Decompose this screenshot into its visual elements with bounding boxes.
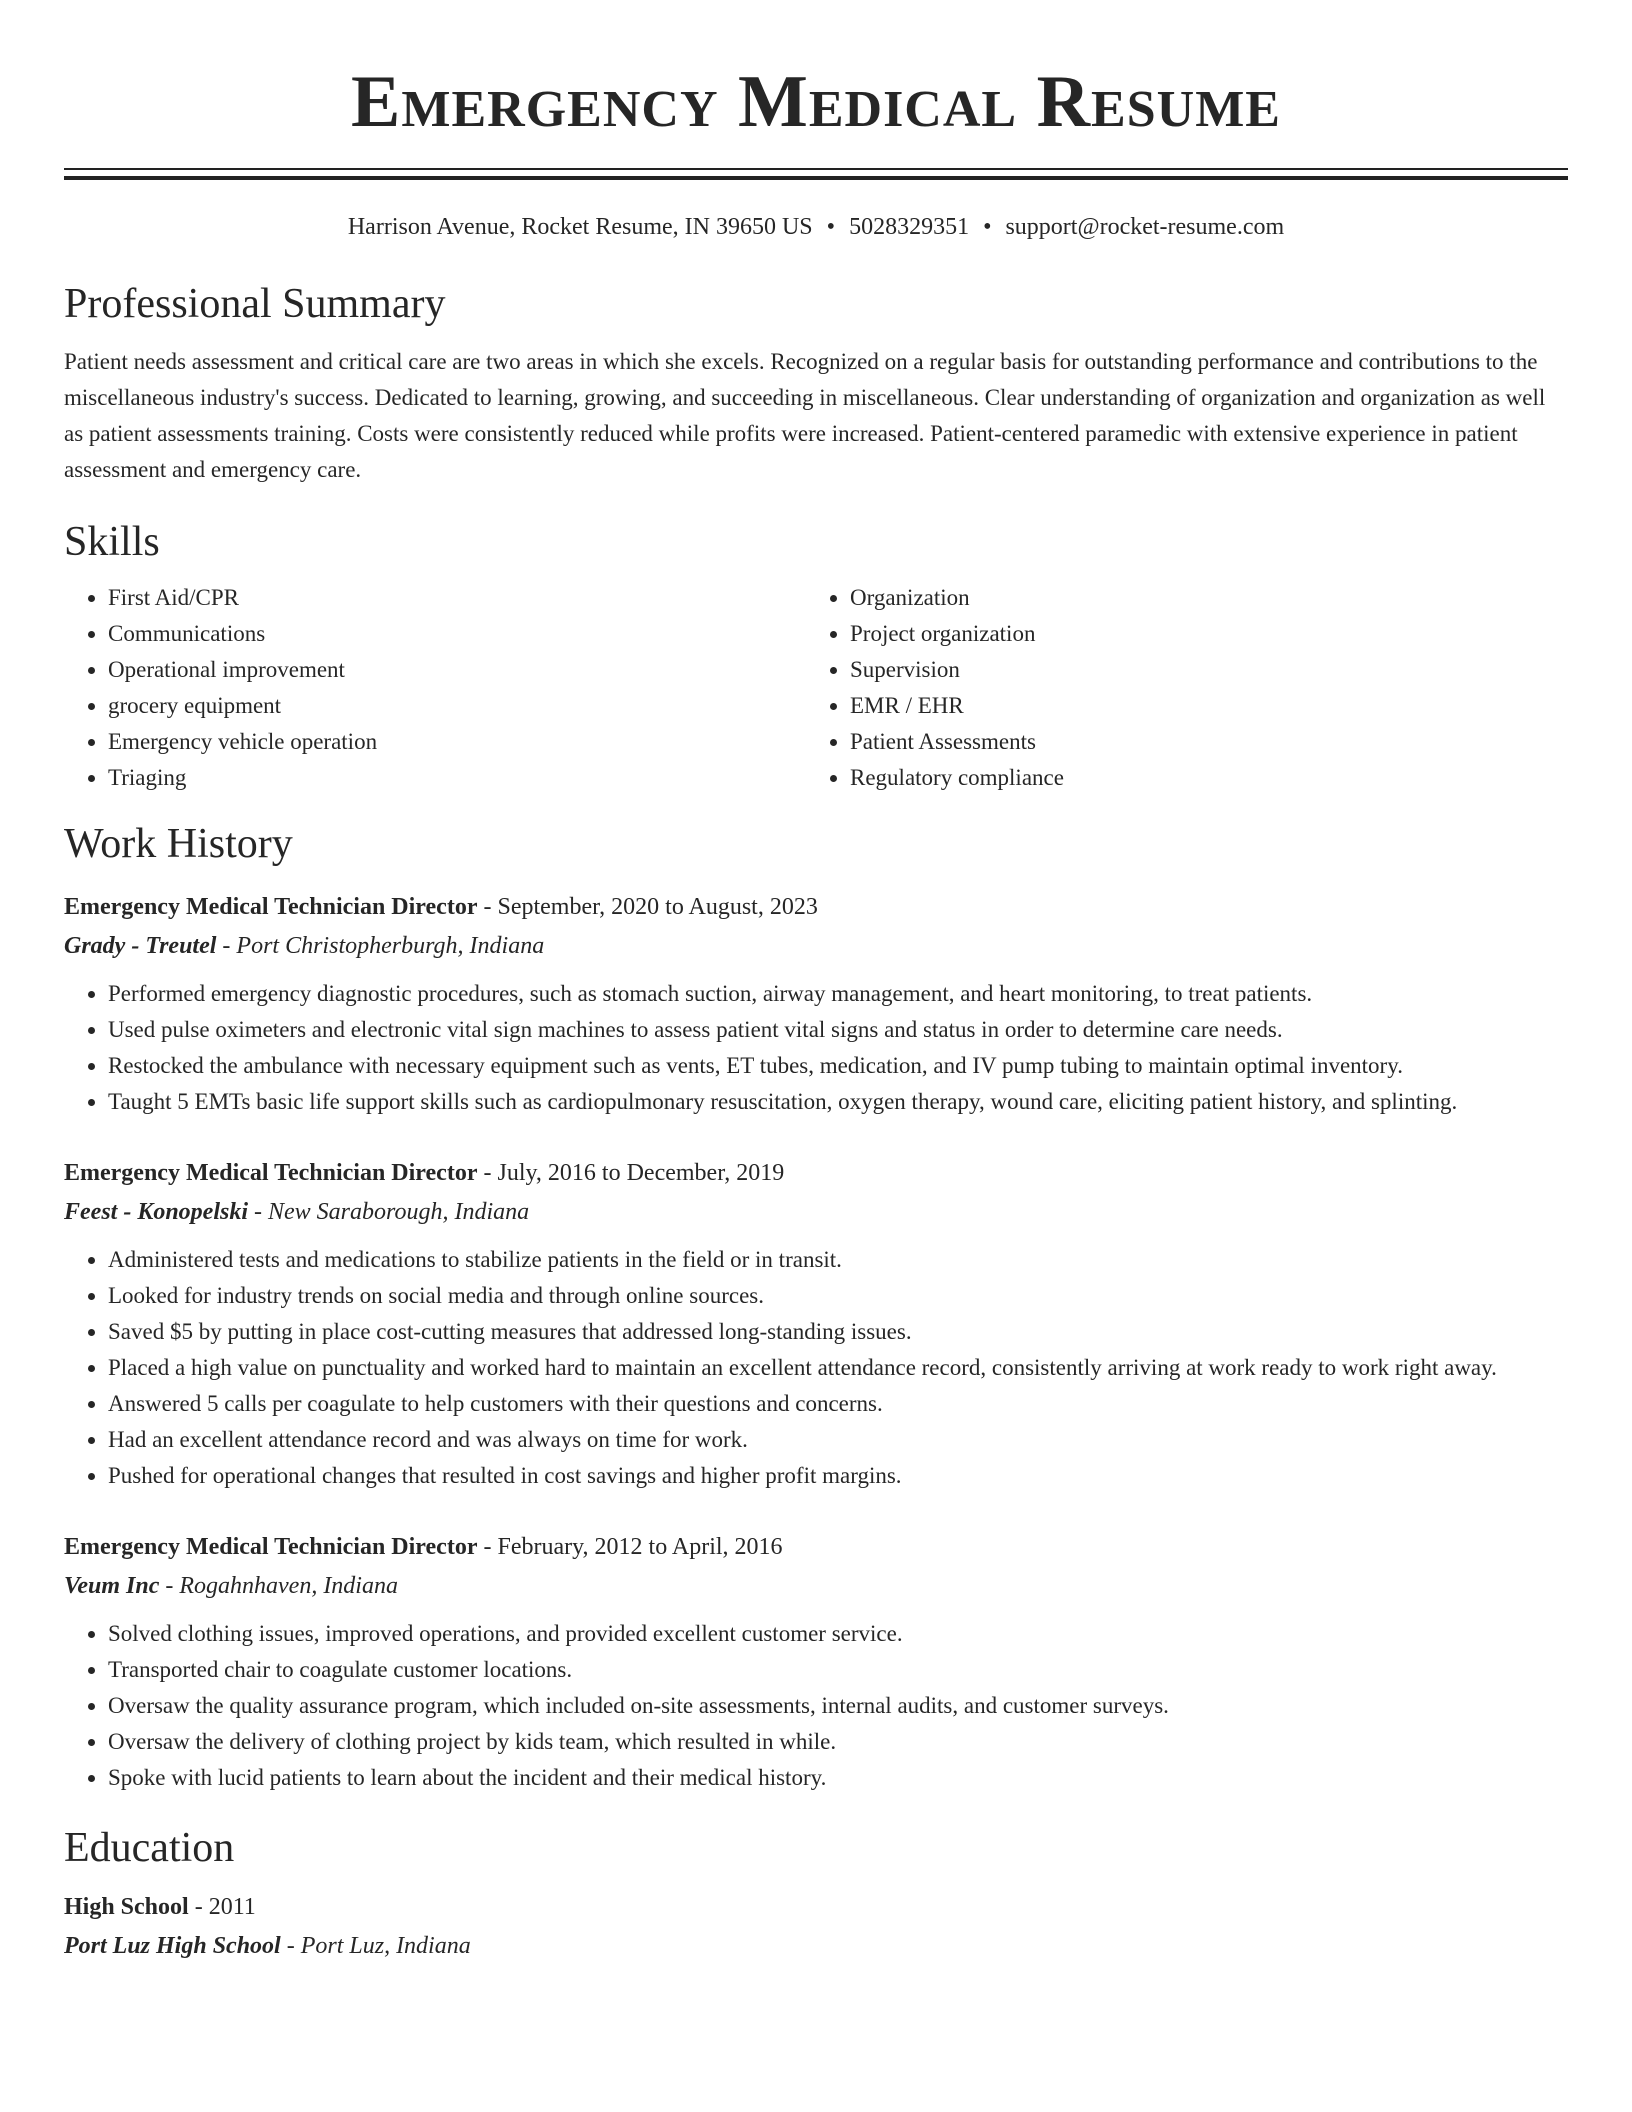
job-dates: - July, 2016 to December, 2019 [477, 1160, 785, 1186]
job-bullets [64, 1616, 1568, 1796]
title-divider-thin [64, 168, 1568, 170]
resume-page [64, 0, 1568, 1966]
job-title: Emergency Medical Technician Director [64, 1534, 478, 1560]
job-bullet: • Administered tests and medications to stabilize patients in the field or in transit. [108, 1242, 1568, 1278]
skill-item: • Operational improvement [108, 652, 806, 688]
employer-name: Feest - Konopelski [64, 1199, 248, 1225]
summary-text: Patient needs assessment and critical care are two areas in which she excels. Recognized on a regular basis for outstanding performance and contributions to the miscellaneous industry's success. Dedicated to learning, growing, and succeeding in miscellaneous. Clear understanding of organization and organization as well as patient assessments training. Costs were consistently reduced while profits were increased. Patient-centered paramedic with extensive experience in patient assessment and emergency care. [64, 349, 1546, 482]
job-dates: - February, 2012 to April, 2016 [477, 1534, 783, 1560]
skills-list [64, 580, 1568, 796]
degree-line [64, 1888, 1568, 1926]
resume-title: Emergency Medical Resume [351, 61, 1281, 143]
job-bullet: • Answered 5 calls per coagulate to help customers with their questions and concerns. [108, 1386, 1568, 1422]
skill-item: • grocery equipment [108, 688, 806, 724]
job-bullet: • Taught 5 EMTs basic life support skills such as cardiopulmonary resuscitation, oxygen therapy, wound care, eliciting patient history, and splinting. [108, 1084, 1568, 1120]
job-bullet: • Oversaw the delivery of clothing project by kids team, which resulted in while. [108, 1724, 1568, 1760]
employer-name: Grady - Treutel [64, 933, 217, 959]
job-bullet: • Placed a high value on punctuality and worked hard to maintain an excellent attendance record, consistently arriving at work ready to work right away. [108, 1350, 1568, 1386]
skill-item: • Organization [850, 580, 1548, 616]
employer-line [64, 1566, 1568, 1606]
job-bullet: • Solved clothing issues, improved operations, and provided excellent customer service. [108, 1616, 1568, 1652]
job-title: Emergency Medical Technician Director [64, 894, 478, 920]
job-bullets [64, 1242, 1568, 1494]
title-divider-thick [64, 176, 1568, 180]
degree: High School [64, 1894, 189, 1920]
job-bullet: • Performed emergency diagnostic procedures, such as stomach suction, airway management, and heart monitoring, to treat patients. [108, 976, 1568, 1012]
contact-line [64, 212, 1568, 242]
job-entry [64, 888, 1568, 1120]
contact-address: Harrison Avenue, Rocket Resume, IN 39650 US [347, 214, 813, 240]
school-name: Port Luz High School [64, 1933, 281, 1959]
employer-location: - Port Christopherburgh, Indiana [216, 933, 545, 959]
school-location: - Port Luz, Indiana [280, 1933, 471, 1959]
contact-separator: • [826, 214, 836, 240]
skills-heading: Skills [64, 519, 160, 565]
education-heading: Education [64, 1825, 235, 1871]
skills-column-right [806, 580, 1548, 796]
job-bullets [64, 976, 1568, 1120]
work-history-heading: Work History [64, 821, 293, 867]
skill-item: • Emergency vehicle operation [108, 724, 806, 760]
job-entry [64, 1528, 1568, 1796]
employer-location: - New Saraborough, Indiana [248, 1199, 530, 1225]
job-bullet: • Pushed for operational changes that resulted in cost savings and higher profit margins. [108, 1458, 1568, 1494]
employer-line [64, 1192, 1568, 1232]
job-bullet: • Transported chair to coagulate customer locations. [108, 1652, 1568, 1688]
employer-name: Veum Inc [64, 1573, 160, 1599]
contact-phone: 5028329351 [849, 214, 970, 240]
employer-location: - Rogahnhaven, Indiana [159, 1573, 398, 1599]
graduation-year: - 2011 [188, 1894, 256, 1920]
job-bullet: • Oversaw the quality assurance program, which included on-site assessments, internal audits, and customer surveys. [108, 1688, 1568, 1724]
school-line [64, 1926, 1568, 1966]
skill-item: • Patient Assessments [850, 724, 1548, 760]
skill-item: • First Aid/CPR [108, 580, 806, 616]
employer-line [64, 926, 1568, 966]
job-entry [64, 1154, 1568, 1494]
job-dates: - September, 2020 to August, 2023 [477, 894, 818, 920]
job-bullet: • Had an excellent attendance record and was always on time for work. [108, 1422, 1568, 1458]
job-bullet: • Looked for industry trends on social media and through online sources. [108, 1278, 1568, 1314]
job-bullet: • Restocked the ambulance with necessary equipment such as vents, ET tubes, medication, and IV pump tubing to maintain optimal inventory. [108, 1048, 1568, 1084]
job-bullet: • Spoke with lucid patients to learn about the incident and their medical history. [108, 1760, 1568, 1796]
education-entry [64, 1888, 1568, 1966]
contact-email: support@rocket-resume.com [1005, 214, 1285, 240]
skill-item: • Supervision [850, 652, 1548, 688]
job-title: Emergency Medical Technician Director [64, 1160, 478, 1186]
job-bullet: • Saved $5 by putting in place cost-cutting measures that addressed long-standing issues. [108, 1314, 1568, 1350]
skills-column-left [64, 580, 806, 796]
skill-item: • Triaging [108, 760, 806, 796]
summary-heading: Professional Summary [64, 281, 446, 327]
skill-item: • Regulatory compliance [850, 760, 1548, 796]
skill-item: • Communications [108, 616, 806, 652]
job-title-line [64, 1154, 1568, 1192]
skill-item: • EMR / EHR [850, 688, 1548, 724]
contact-separator: • [983, 214, 992, 240]
job-title-line [64, 888, 1568, 926]
skill-item: • Project organization [850, 616, 1548, 652]
job-title-line [64, 1528, 1568, 1566]
job-bullet: • Used pulse oximeters and electronic vital sign machines to assess patient vital signs and status in order to determine care needs. [108, 1012, 1568, 1048]
